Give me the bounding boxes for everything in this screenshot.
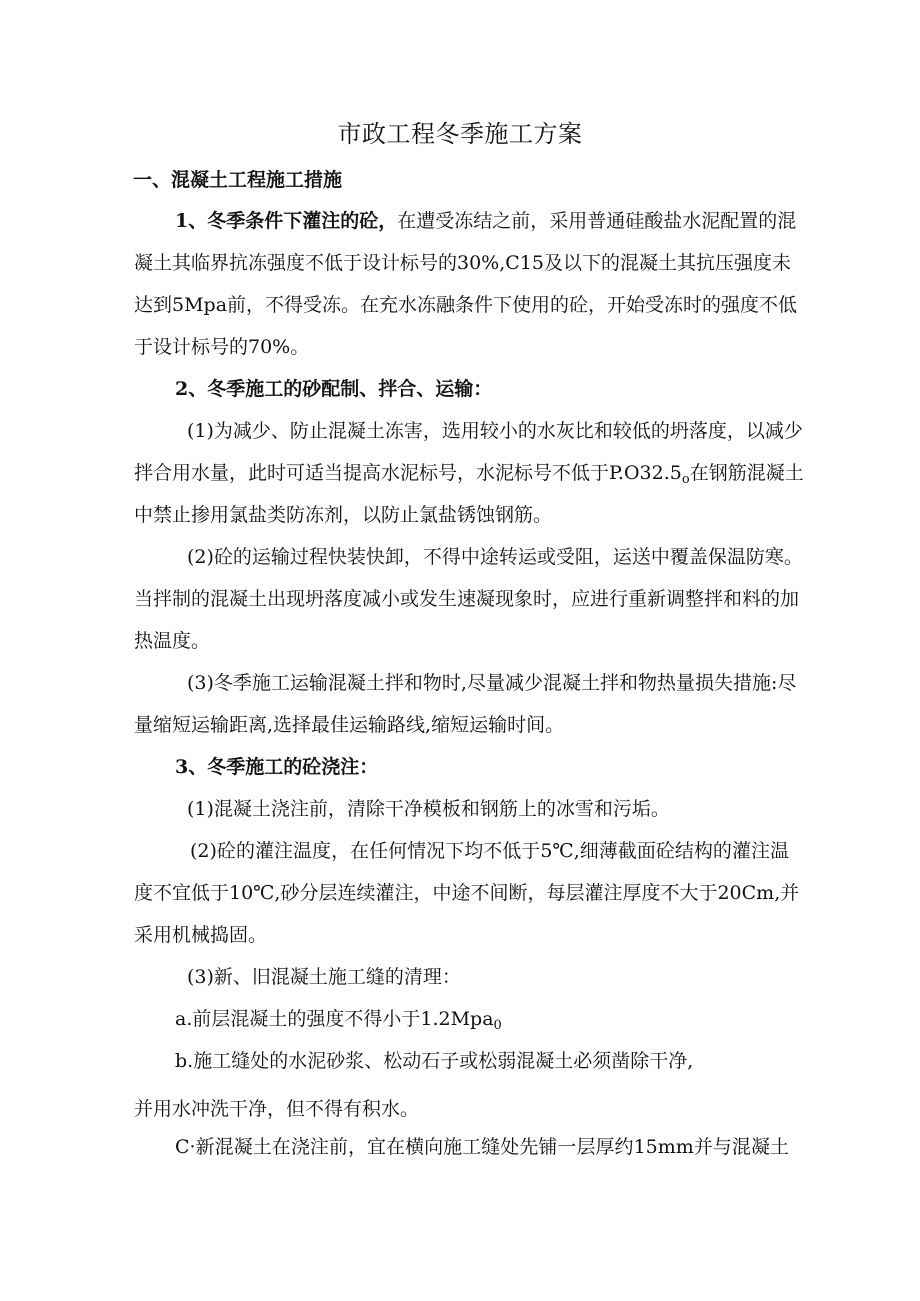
item3-b-line1: b.施工缝处的水泥砂浆、松动石子或松弱混凝土必须凿除干净,: [175, 1050, 694, 1072]
section-heading-concrete: 一、混凝土工程施工措施: [133, 169, 343, 191]
item1-line2: 凝土其临界抗冻强度不低于设计标号的30%,C15及以下的混凝土其抗压强度未: [134, 252, 791, 274]
document-title: 市政工程冬季施工方案: [337, 120, 583, 148]
item2-p1-line3: 中禁止掺用氯盐类防冻剂，以防止氯盐锈蚀钢筋。: [134, 504, 553, 526]
item2-p1-line2-sub: o: [681, 472, 690, 487]
item1-lead: 1、冬季条件下灌注的砼，: [175, 210, 398, 232]
item2-p3-line1: (3)冬季施工运输混凝土拌和物时,尽量减少混凝土拌和物热量损失措施:尽: [187, 672, 797, 694]
item1-line1-text: 在遭受冻结之前，采用普通硅酸盐水泥配置的混: [397, 210, 797, 232]
item3-c-line1: C·新混凝土在浇注前，宜在横向施工缝处先铺一层厚约15mm并与混凝土: [175, 1136, 789, 1158]
item3-p2-line2: 度不宜低于10℃,砂分层连续灌注，中途不间断，每层灌注厚度不大于20Cm,并: [134, 882, 800, 904]
item3-p3: (3)新、旧混凝土施工缝的清理：: [187, 966, 461, 988]
item2-p2-line1: (2)砼的运输过程快装快卸，不得中途转运或受阻，运送中覆盖保温防寒。: [187, 546, 803, 568]
item1-line3: 达到5Mpa前，不得受冻。在充水冻融条件下使用的砼，开始受冻时的强度不低: [134, 294, 798, 316]
item2-p3-line2: 量缩短运输距离,选择最佳运输路线,缩短运输时间。: [134, 714, 565, 736]
item2-p1-line1: (1)为减少、防止混凝土冻害，选用较小的水灰比和较低的坍落度，以减少: [187, 420, 803, 442]
item3-p2-line1: (2)砼的灌注温度，在任何情况下均不低于5℃,细薄截面砼结构的灌注温: [190, 840, 789, 862]
item3-b-line2: 并用水冲洗干净，但不得有积水。: [134, 1098, 420, 1120]
item2-p2-line2: 当拌制的混凝土出现坍落度减小或发生速凝现象时，应进行重新调整拌和料的加: [134, 588, 800, 610]
item2-p1-line2-tail: 在钢筋混凝土: [689, 462, 804, 484]
item3-p1: (1)混凝土浇注前，清除干净模板和钢筋上的冰雪和污垢。: [187, 798, 670, 820]
item2-p1-line2: [134, 460, 804, 493]
item2-heading: 2、冬季施工的砂配制、拌合、运输：: [175, 378, 493, 400]
item2-p1-line2-main: 拌合用水量，此时可适当提高水泥标号，水泥标号不低于P.O32.5: [134, 462, 682, 484]
item1-line1: [175, 208, 797, 234]
item2-p2-line3: 热温度。: [134, 630, 211, 652]
item3-heading: 3、冬季施工的砼浇注：: [175, 756, 379, 778]
item3-a-sub: 0: [493, 1018, 502, 1033]
item1-line4: 于设计标号的70%。: [134, 336, 310, 358]
item3-p2-line3: 采用机械捣固。: [134, 924, 268, 946]
item3-a: [175, 1006, 502, 1039]
item3-a-main: a.前层混凝土的强度不得小于1.2Mpa: [175, 1008, 494, 1030]
